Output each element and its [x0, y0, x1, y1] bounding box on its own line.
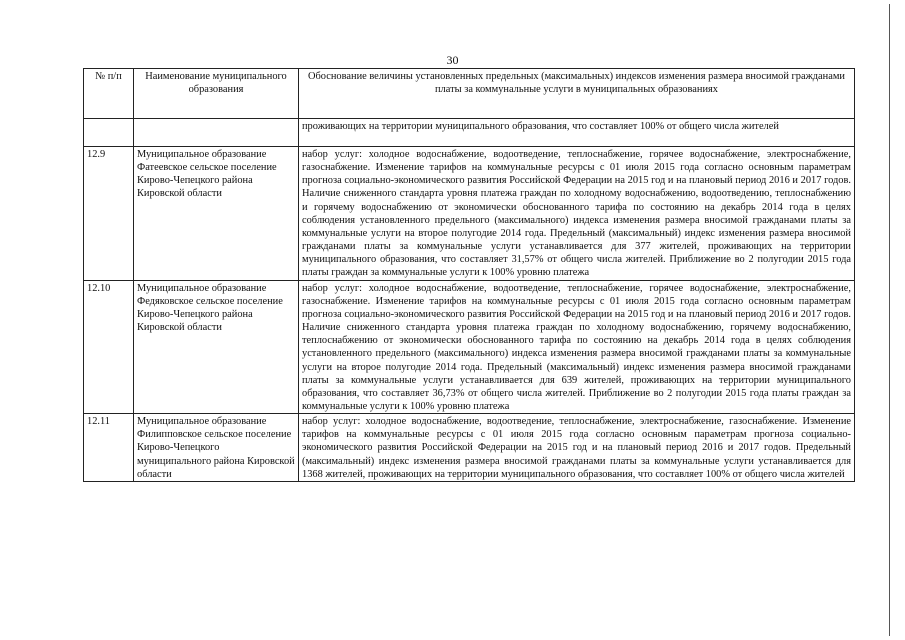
row-justification: набор услуг: холодное водоснабжение, водоотведение, теплоснабжение, горячее водоснабжение, электроснабжение, газоснабжение. Изменение тарифов на коммунальные ресурсы с 01 июля 2015 года согласно основным параметрам прогноза социально-экономического развития Российской Федерации на 2015 год и на плановый период 2016 и 2017 годов. Наличие сниженного стандарта уровня платежа граждан по холодному водоснабжению, горячему водоснабжению, теплоснабжению от экономически обоснованного тарифа по состоянию на декабрь 2014 года в целях соблюдения установленного предельного (максимального) индекса изменения размера вносимой гражданами платы за коммунальные услуги на второе полугодие 2014 года. Предельный (максимальный) индекс изменения размера вносимой гражданами платы за коммунальные услуги устанавливается для 639 жителей, проживающих на территории муниципального образования, что составляет 36,73% от общего числа жителей. Приближение во 2 полугодии 2015 года платы граждан за коммунальные услуги к 100% уровню платежа [299, 280, 855, 414]
margin-rule [889, 4, 890, 636]
table-row [84, 119, 855, 147]
row-justification: проживающих на территории муниципального образования, что составляет 100% от общего числа жителей [299, 119, 855, 147]
header-number: № п/п [84, 69, 134, 119]
table-row [84, 280, 855, 414]
header-municipality: Наименование муниципального образования [134, 69, 299, 119]
table-header-row [84, 69, 855, 119]
table-row [84, 414, 855, 482]
row-municipality: Муниципальное образование Федяковское сельское поселение Кирово-Чепецкого района Кировской области [134, 280, 299, 414]
row-municipality [134, 119, 299, 147]
row-justification: набор услуг: холодное водоснабжение, водоотведение, теплоснабжение, электроснабжение, газоснабжение. Изменение тарифов на коммунальные ресурсы с 01 июля 2015 года согласно основным параметрам прогноза социально-экономического развития Российской Федерации на 2015 год и на плановый период 2016 и 2017 годов. Предельный (максимальный) индекс изменения размера вносимой гражданами платы за коммунальные услуги устанавливается для 1368 жителей, проживающих на территории муниципального образования, что составляет 100% от общего числа жителей [299, 414, 855, 482]
page-number: 30 [446, 53, 459, 67]
row-number: 12.11 [84, 414, 134, 482]
row-number: 12.10 [84, 280, 134, 414]
row-number: 12.9 [84, 147, 134, 281]
row-justification: набор услуг: холодное водоснабжение, водоотведение, теплоснабжение, горячее водоснабжение, электроснабжение, газоснабжение. Изменение тарифов на коммунальные ресурсы с 01 июля 2015 года согласно основным параметрам прогноза социально-экономического развития Российской Федерации на 2015 год и на плановый период 2016 и 2017 годов. Наличие сниженного стандарта уровня платежа граждан по холодному водоснабжению, водоотведению, теплоснабжению и горячему водоснабжению от экономически обоснованного тарифа по состоянию на декабрь 2014 года в целях соблюдения установленного предельного (максимального) индекса изменения размера вносимой гражданами платы за коммунальные услуги на второе полугодие 2014 года. Предельный (максимальный) индекс изменения размера вносимой гражданами платы за коммунальные услуги устанавливается для 377 жителей, проживающих на территории муниципального образования, что составляет 31,57% от общего числа жителей. Приближение во 2 полугодии 2015 года платы граждан за коммунальные услуги к 100% уровню платежа [299, 147, 855, 281]
tariff-index-table [83, 68, 855, 482]
table-row [84, 147, 855, 281]
row-municipality: Муниципальное образование Фатеевское сельское поселение Кирово-Чепецкого района Кировской области [134, 147, 299, 281]
row-municipality: Муниципальное образование Филипповское сельское поселение Кирово-Чепецкого муниципального района Кировской области [134, 414, 299, 482]
row-number [84, 119, 134, 147]
header-justification: Обоснование величины установленных предельных (максимальных) индексов изменения размера вносимой гражданами платы за коммунальные услуги в муниципальных образованиях [299, 69, 855, 119]
